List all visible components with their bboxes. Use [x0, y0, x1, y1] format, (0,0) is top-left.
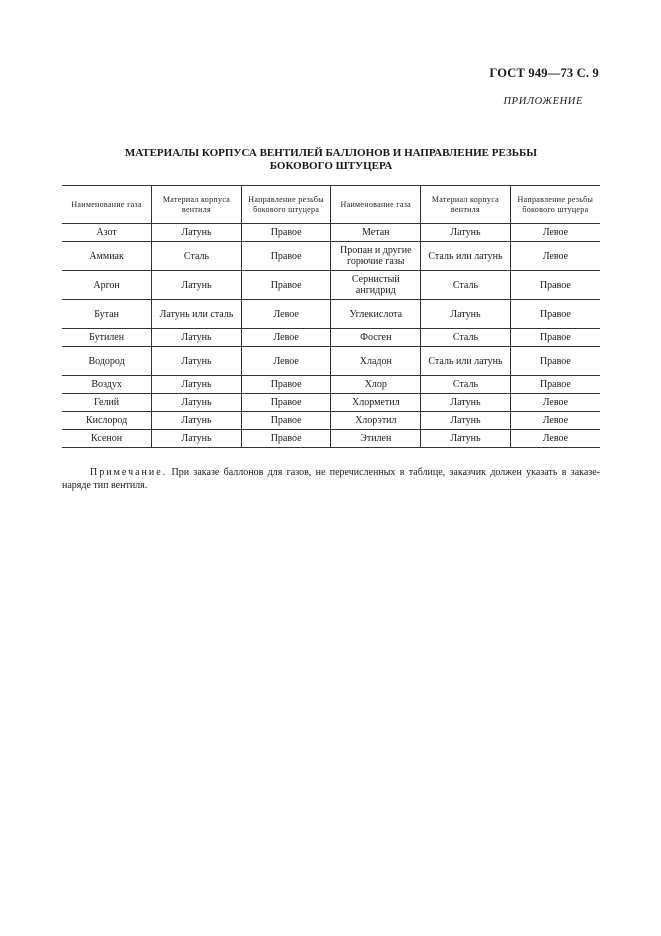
gas-valve-table [62, 185, 600, 448]
table-cell: Аммиак [62, 242, 152, 271]
col-header-gas-name: Наименование газа [62, 186, 152, 224]
table-cell: Этилен [331, 430, 421, 448]
table-cell: Латунь [152, 329, 242, 347]
table-row [62, 300, 600, 329]
table-cell: Бутан [62, 300, 152, 329]
table-row [62, 347, 600, 376]
table-cell: Фосген [331, 329, 421, 347]
note-label: Примечание. [90, 467, 168, 478]
table-cell: Правое [510, 376, 600, 394]
table-cell: Латунь [152, 271, 242, 300]
table-cell: Латунь [152, 347, 242, 376]
appendix-label: ПРИЛОЖЕНИЕ [503, 96, 583, 107]
table-cell: Латунь [152, 412, 242, 430]
table-title-line-1: МАТЕРИАЛЫ КОРПУСА ВЕНТИЛЕЙ БАЛЛОНОВ И НАПРАВЛЕНИЕ РЕЗЬБЫ [124, 147, 538, 159]
table-cell: Правое [241, 376, 331, 394]
table-cell: Латунь [152, 430, 242, 448]
table-cell: Латунь [152, 224, 242, 242]
col-header-valve-material-2: Материал корпуса вентиля [421, 186, 511, 224]
col-header-thread-direction: Направление резьбы бокового штуцера [241, 186, 331, 224]
table-cell: Правое [241, 412, 331, 430]
table-header-row [62, 186, 600, 224]
table-cell: Правое [510, 329, 600, 347]
table-cell: Бутилен [62, 329, 152, 347]
table-cell: Хлорэтил [331, 412, 421, 430]
table-note [62, 466, 600, 492]
table-cell: Водород [62, 347, 152, 376]
table-cell: Правое [241, 242, 331, 271]
table-cell: Ксенон [62, 430, 152, 448]
table-cell: Сталь [421, 329, 511, 347]
table-cell: Сталь или латунь [421, 347, 511, 376]
col-header-gas-name-2: Наименование газа [331, 186, 421, 224]
table-row [62, 430, 600, 448]
table-cell: Правое [241, 394, 331, 412]
table-row [62, 412, 600, 430]
table-title [62, 147, 600, 173]
table-cell: Азот [62, 224, 152, 242]
table-cell: Правое [510, 271, 600, 300]
table-cell: Латунь [152, 394, 242, 412]
table-cell: Латунь [421, 224, 511, 242]
table-cell: Сернистый ангидрид [331, 271, 421, 300]
page-number-header: ГОСТ 949—73 С. 9 [489, 66, 599, 80]
table-cell: Левое [241, 347, 331, 376]
table-cell: Пропан и другие горючие газы [331, 242, 421, 271]
table-cell: Левое [510, 224, 600, 242]
table-cell: Сталь [152, 242, 242, 271]
table-cell: Метан [331, 224, 421, 242]
table-cell: Левое [510, 242, 600, 271]
table-cell: Гелий [62, 394, 152, 412]
table-cell: Правое [510, 300, 600, 329]
table-cell: Латунь [421, 412, 511, 430]
table-row [62, 271, 600, 300]
table-cell: Правое [241, 224, 331, 242]
table-row [62, 224, 600, 242]
table-cell: Латунь [152, 376, 242, 394]
table-cell: Аргон [62, 271, 152, 300]
table-row [62, 242, 600, 271]
table-cell: Хлор [331, 376, 421, 394]
col-header-valve-material: Материал корпуса вентиля [152, 186, 242, 224]
note-text: При заказе баллонов для газов, не перечисленных в таблице, заказчик должен указать в заказе-наряде тип вентиля. [62, 467, 600, 491]
table-cell: Левое [510, 430, 600, 448]
table-cell: Левое [241, 300, 331, 329]
table-cell: Воздух [62, 376, 152, 394]
table-cell: Левое [510, 394, 600, 412]
table-cell: Хладон [331, 347, 421, 376]
table-cell: Левое [241, 329, 331, 347]
table-row [62, 394, 600, 412]
col-header-thread-direction-2: Направление резьбы бокового штуцера [510, 186, 600, 224]
table-cell: Правое [510, 347, 600, 376]
table-row [62, 376, 600, 394]
table-cell: Углекислота [331, 300, 421, 329]
table-title-line-2: БОКОВОГО ШТУЦЕРА [269, 160, 393, 172]
table-cell: Левое [510, 412, 600, 430]
table-row [62, 329, 600, 347]
table-cell: Латунь [421, 394, 511, 412]
table-cell: Кислород [62, 412, 152, 430]
table-cell: Латунь [421, 300, 511, 329]
table-cell: Правое [241, 430, 331, 448]
table-cell: Хлорметил [331, 394, 421, 412]
table-cell: Правое [241, 271, 331, 300]
table-cell: Сталь [421, 271, 511, 300]
table-cell: Сталь [421, 376, 511, 394]
table-cell: Латунь [421, 430, 511, 448]
table-cell: Латунь или сталь [152, 300, 242, 329]
table-cell: Сталь или латунь [421, 242, 511, 271]
